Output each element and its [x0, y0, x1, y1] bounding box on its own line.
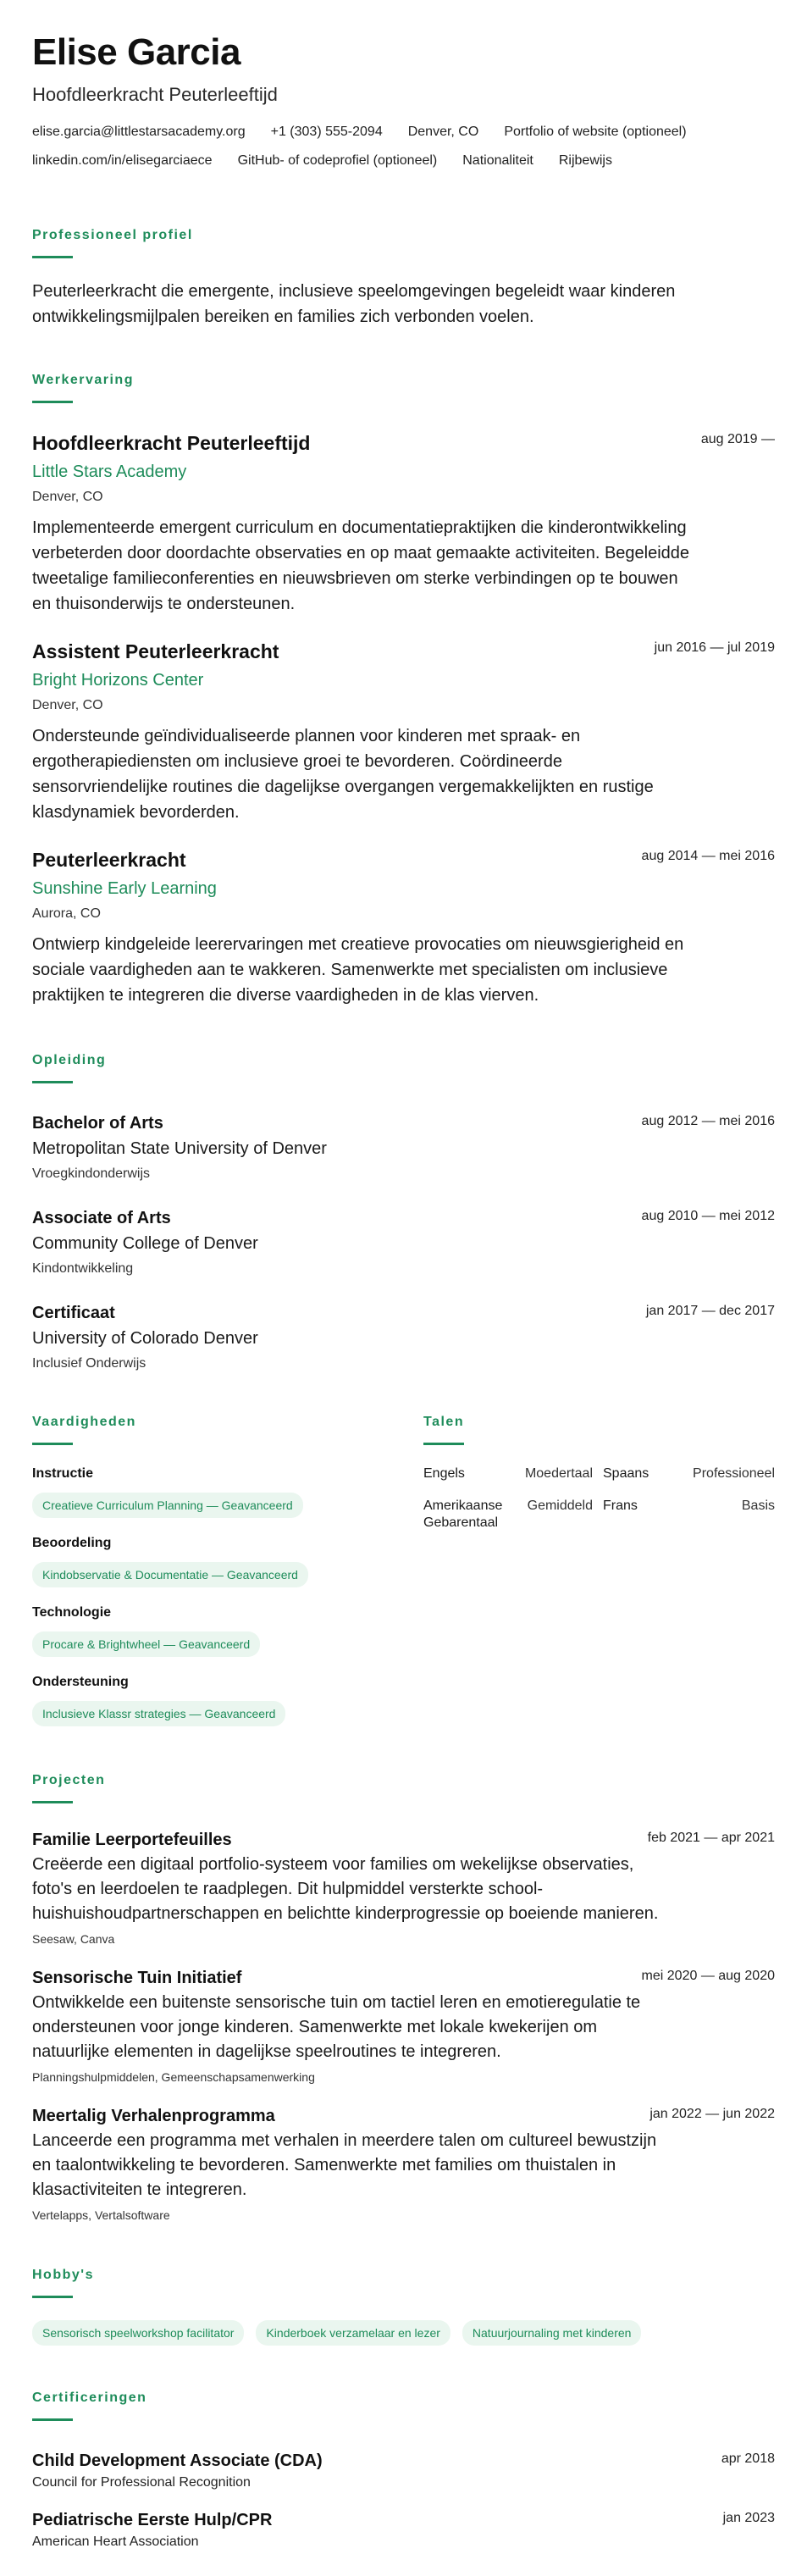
skill-chip: Inclusieve Klassr strategies — Geavanceerd	[32, 1701, 285, 1726]
section-title-profile: Professioneel profiel	[32, 228, 193, 242]
certification-date: jan 2023	[722, 2511, 775, 2525]
hobby-chip: Natuurjournaling met kinderen	[462, 2320, 642, 2346]
job-date: aug 2019 —	[700, 432, 775, 446]
job-location: Denver, CO	[32, 490, 103, 504]
experience-item	[32, 847, 775, 1008]
education-item	[32, 1207, 775, 1278]
candidate-name: Elise Garcia	[32, 31, 240, 73]
contact-phone[interactable]: +1 (303) 555-2094	[270, 125, 383, 139]
language-name: Frans	[603, 1499, 638, 1513]
section-title-experience: Werkervaring	[32, 373, 134, 387]
section-divider	[32, 1443, 73, 1445]
certifications-section	[32, 2390, 775, 2551]
project-date: jan 2022 — jun 2022	[649, 2107, 775, 2121]
skill-chip: Creatieve Curriculum Planning — Geavanceerd	[32, 1493, 303, 1518]
edu-degree: Bachelor of Arts	[32, 1114, 163, 1133]
edu-degree: Associate of Arts	[32, 1209, 171, 1227]
edu-field: Kindontwikkeling	[32, 1261, 134, 1276]
project-description: Lanceerde een programma met verhalen in meerdere talen om cultureel bewustzijn en taalontwikkeling te bevorderen. Samenwerkte met families om thuistalen in klasactiviteiten te integreren.	[32, 2131, 657, 2199]
section-title-education: Opleiding	[32, 1053, 107, 1067]
education-item	[32, 1302, 775, 1373]
hobbies-section	[32, 2267, 775, 2346]
section-divider	[32, 2418, 73, 2421]
project-title: Sensorische Tuin Initiatief	[32, 1969, 242, 1987]
education-section	[32, 1052, 775, 1373]
hobby-chip: Kinderboek verzamelaar en lezer	[256, 2320, 450, 2346]
edu-date: aug 2012 — mei 2016	[641, 1114, 775, 1128]
skills-languages-section	[32, 1414, 775, 1726]
project-item	[32, 2105, 775, 2223]
job-company: Bright Horizons Center	[32, 671, 204, 690]
skill-group	[32, 1604, 423, 1657]
language-name: Spaans	[603, 1466, 649, 1481]
skill-category: Beoordeling	[32, 1536, 112, 1550]
section-title-languages: Talen	[423, 1415, 465, 1429]
project-item	[32, 1967, 775, 2085]
section-title-certifications: Certificeringen	[32, 2390, 147, 2405]
contact-email[interactable]: elise.garcia@littlestarsacademy.org	[32, 125, 246, 139]
contact-drivers-license: Rijbewijs	[558, 153, 612, 168]
language-name: Engels	[423, 1466, 465, 1481]
certification-item	[32, 2450, 775, 2492]
certification-issuer: Council for Professional Recognition	[32, 2475, 251, 2490]
section-title-hobbies: Hobby's	[32, 2268, 94, 2282]
job-date: jun 2016 — jul 2019	[654, 640, 775, 655]
edu-school: Community College of Denver	[32, 1234, 258, 1253]
contact-portfolio[interactable]: Portfolio of website (optioneel)	[504, 125, 687, 139]
edu-field: Vroegkindonderwijs	[32, 1166, 151, 1181]
language-level: Moedertaal	[524, 1466, 593, 1481]
skill-chip: Kindobservatie & Documentatie — Geavanceerd	[32, 1562, 308, 1587]
section-divider	[32, 401, 73, 403]
job-title: Assistent Peuterleerkracht	[32, 640, 279, 662]
contact-nationality: Nationaliteit	[462, 153, 533, 168]
project-tech: Vertelapps, Vertalsoftware	[32, 2208, 170, 2222]
hobby-chip: Sensorisch speelworkshop facilitator	[32, 2320, 244, 2346]
job-company: Sunshine Early Learning	[32, 879, 217, 898]
section-divider	[32, 1081, 73, 1083]
section-divider	[32, 2296, 73, 2298]
section-divider	[423, 1443, 464, 1445]
edu-degree: Certificaat	[32, 1304, 115, 1322]
contact-linkedin[interactable]: linkedin.com/in/elisegarciaece	[32, 153, 213, 168]
project-description: Creëerde een digitaal portfolio-systeem voor families om wekelijkse observaties, foto's en leerdoelen te raadplegen. Dit hulpmiddel versterkte school-huishuishoudpartnerschappen en belichtte kinderprogressie op boeiende manieren.	[32, 1855, 659, 1923]
edu-school: Metropolitan State University of Denver	[32, 1139, 327, 1158]
experience-item	[32, 639, 775, 825]
section-divider	[32, 1801, 73, 1803]
job-description: Ontwierp kindgeleide leerervaringen met creatieve provocaties om nieuwsgierigheid en sociale vaardigheden aan te wakkeren. Samenwerkte met specialisten om inclusieve praktijken te integreren die diverse vaardigheden in de klas vierven.	[32, 935, 684, 1005]
certification-name: Child Development Associate (CDA)	[32, 2451, 323, 2470]
section-title-skills: Vaardigheden	[32, 1415, 136, 1429]
job-description: Ondersteunde geïndividualiseerde plannen voor kinderen met spraak- en ergotherapiediensten om inclusieve groei te bevorderen. Coördineerde sensorvriendelijke routines die dagelijkse overgangen vergemakkelijkten en rustige klasdynamiek bevorderden.	[32, 727, 654, 822]
education-item	[32, 1112, 775, 1183]
candidate-headline: Hoofdleerkracht Peuterleeftijd	[32, 84, 278, 105]
skill-group	[32, 1465, 423, 1518]
project-tech: Seesaw, Canva	[32, 1932, 115, 1946]
job-location: Denver, CO	[32, 698, 103, 712]
skill-group	[32, 1674, 423, 1726]
certification-date: apr 2018	[721, 2451, 775, 2466]
contact-github[interactable]: GitHub- of codeprofiel (optioneel)	[237, 153, 438, 168]
certification-item	[32, 2509, 775, 2551]
edu-field: Inclusief Onderwijs	[32, 1356, 146, 1371]
resume-header	[32, 30, 775, 169]
edu-school: University of Colorado Denver	[32, 1329, 258, 1348]
project-date: feb 2021 — apr 2021	[647, 1831, 775, 1845]
contact-location: Denver, CO	[407, 125, 479, 139]
section-title-projects: Projecten	[32, 1773, 106, 1787]
skill-chip: Procare & Brightwheel — Geavanceerd	[32, 1631, 260, 1657]
project-tech: Planningshulpmiddelen, Gemeenschapsamenwerking	[32, 2070, 315, 2084]
edu-date: aug 2010 — mei 2012	[641, 1209, 775, 1223]
project-date: mei 2020 — aug 2020	[641, 1969, 775, 1983]
skill-group	[32, 1535, 423, 1587]
skill-category: Ondersteuning	[32, 1675, 129, 1689]
projects-section	[32, 1772, 775, 2223]
language-name: Amerikaanse Gebarentaal	[423, 1499, 503, 1530]
language-level: Gemiddeld	[527, 1499, 593, 1513]
skill-category: Technologie	[32, 1605, 112, 1620]
language-list	[423, 1465, 775, 1532]
profile-text: Peuterleerkracht die emergente, inclusieve speelomgevingen begeleidt waar kinderen ontwikkelingsmijlpalen bereiken en families zich verbonden voelen.	[32, 282, 676, 326]
project-item	[32, 1829, 775, 1947]
certification-issuer: American Heart Association	[32, 2534, 199, 2549]
section-divider	[32, 256, 73, 258]
job-title: Peuterleerkracht	[32, 849, 186, 871]
skill-category: Instructie	[32, 1466, 94, 1481]
skills-column	[32, 1414, 423, 1726]
job-description: Implementeerde emergent curriculum en documentatiepraktijken die kinderontwikkeling verbeterden door doordachte observaties en op maat gemaakte activiteiten. Begeleidde tweetalige familieconferenties en nieuwsbrieven om sterke verbindingen op te bouwen en thuisonderwijs te ondersteunen.	[32, 518, 690, 613]
experience-item	[32, 430, 775, 617]
certification-name: Pediatrische Eerste Hulp/CPR	[32, 2511, 273, 2529]
job-location: Aurora, CO	[32, 906, 101, 921]
job-title: Hoofdleerkracht Peuterleeftijd	[32, 432, 311, 454]
project-title: Familie Leerportefeuilles	[32, 1831, 232, 1849]
experience-section	[32, 372, 775, 1008]
job-company: Little Stars Academy	[32, 463, 187, 481]
job-date: aug 2014 — mei 2016	[641, 849, 775, 863]
language-level: Professioneel	[693, 1466, 775, 1481]
languages-column	[423, 1414, 775, 1726]
contact-list	[32, 124, 775, 169]
profile-section	[32, 227, 775, 330]
project-description: Ontwikkelde een buitenste sensorische tuin om tactiel leren en emotieregulatie te ondersteunen voor jonge kinderen. Samenwerkte met lokale kwekerijen om natuurlijke elementen in dagelijkse speelroutines te integreren.	[32, 1993, 641, 2061]
edu-date: jan 2017 — dec 2017	[645, 1304, 775, 1318]
hobby-list	[32, 2320, 775, 2346]
language-level: Basis	[741, 1499, 775, 1513]
project-title: Meertalig Verhalenprogramma	[32, 2107, 275, 2125]
